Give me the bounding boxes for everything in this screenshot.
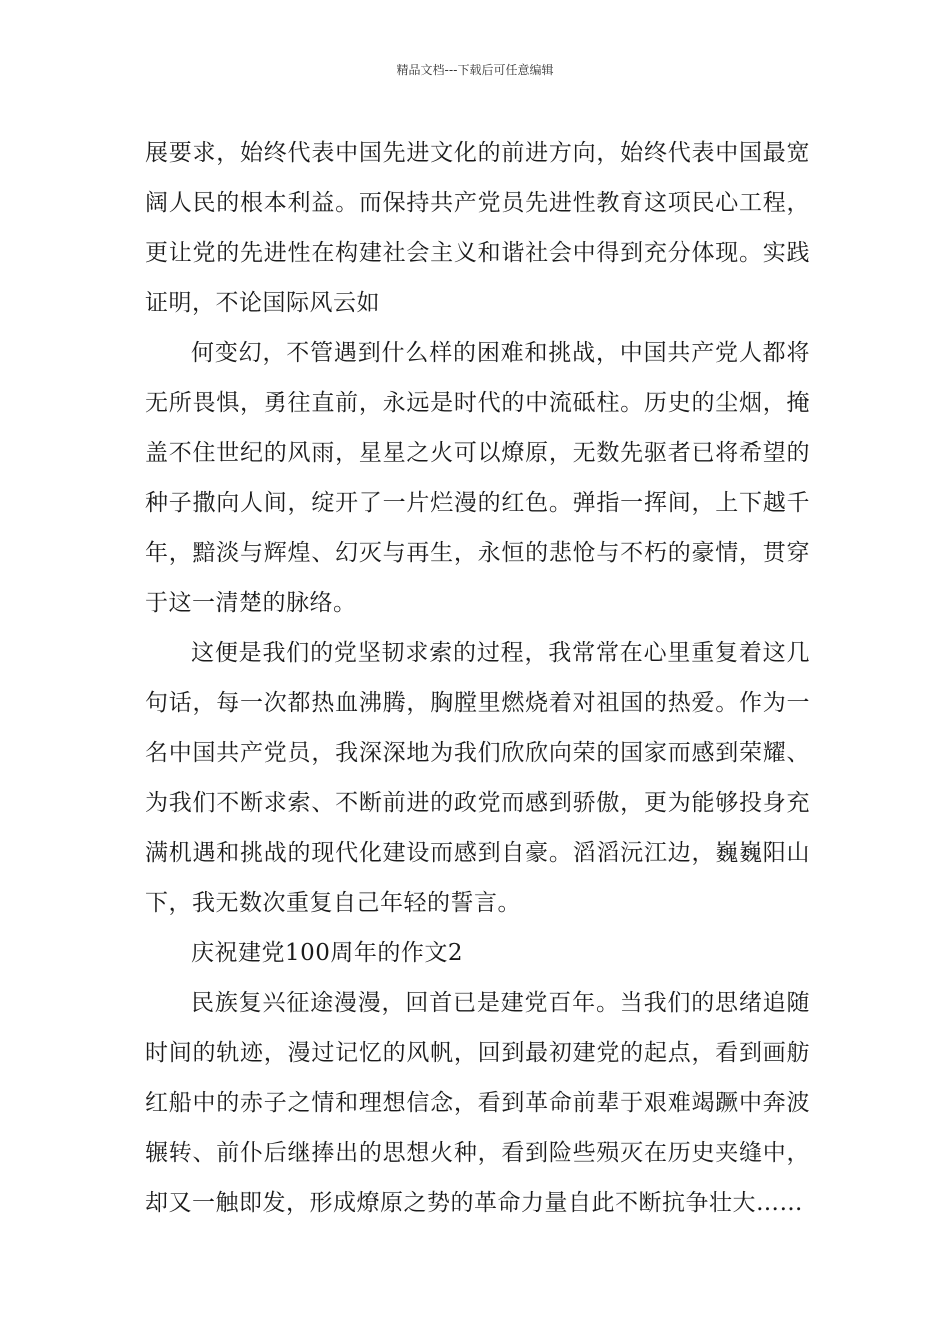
paragraph: 这便是我们的党坚韧求索的过程，我常常在心里重复着这几句话，每一次都热血沸腾，胸膛里燃烧着对祖国的热爱。作为一名中国共产党员，我深深地为我们欣欣向荣的国家而感到荣耀、为我们不断求索、不断前进的政党而感到骄傲，更为能够投身充满机遇和挑战的现代化建设而感到自豪。滔滔沅江边，巍巍阳山下，我无数次重复自己年轻的誓言。 <box>145 640 810 916</box>
section-title: 庆祝建党100周年的作文2 <box>191 940 464 966</box>
document-body <box>145 128 810 1228</box>
paragraph: 民族复兴征途漫漫，回首已是建党百年。当我们的思绪追随时间的轨迹，漫过记忆的风帆，回到最初建党的起点，看到画舫红船中的赤子之情和理想信念，看到革命前辈于艰难竭蹶中奔波辗转、前仆后继捧出的思想火种，看到险些殒灭在历史夹缝中，却又一触即发，形成燎原之势的革命力量自此不断抗争壮大…… <box>145 990 810 1216</box>
page-header: 精品文档---下载后可任意编辑 <box>396 63 554 77</box>
paragraph: 展要求，始终代表中国先进文化的前进方向，始终代表中国最宽阔人民的根本利益。而保持共产党员先进性教育这项民心工程，更让党的先进性在构建社会主义和谐社会中得到充分体现。实践证明，不论国际风云如 <box>145 140 810 316</box>
paragraph: 何变幻，不管遇到什么样的困难和挑战，中国共产党人都将无所畏惧，勇往直前，永远是时代的中流砥柱。历史的尘烟，掩盖不住世纪的风雨，星星之火可以燎原，无数先驱者已将希望的种子撒向人间，绽开了一片烂漫的红色。弹指一挥间，上下越千年，黯淡与辉煌、幻灭与再生，永恒的悲怆与不朽的豪情，贯穿于这一清楚的脉络。 <box>145 340 810 616</box>
